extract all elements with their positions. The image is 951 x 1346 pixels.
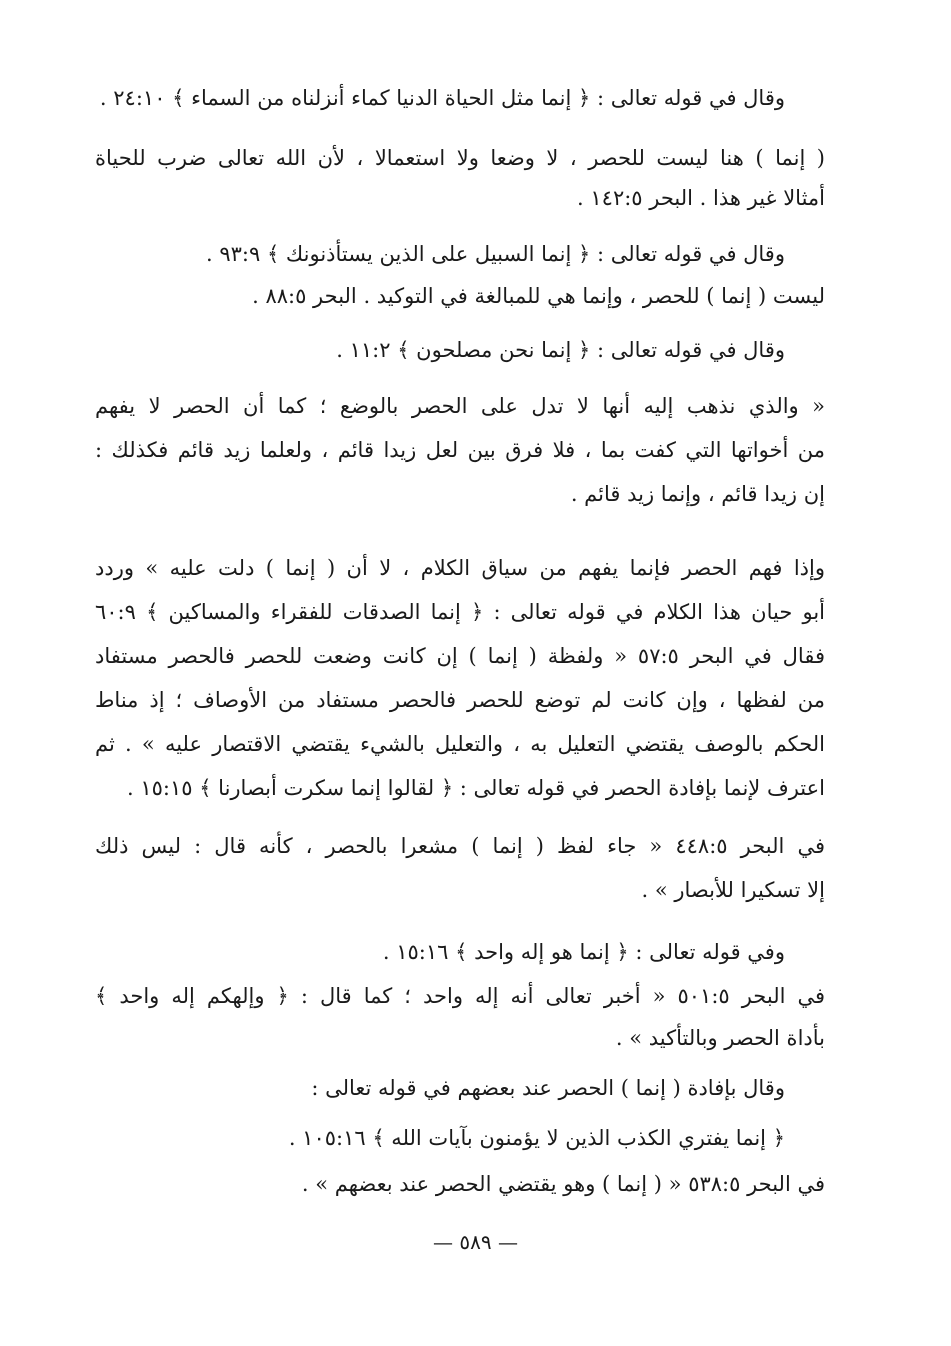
text-line: ( إنما ) هنا ليست للحصر ، لا وضعا ولا استعمالا ، لأن الله تعالى ضرب للحياة xyxy=(95,146,825,170)
document-page xyxy=(95,78,825,1278)
text-line: إن زيدا قائم ، وإنما زيد قائم . xyxy=(570,482,825,506)
text-line: فقال في البحر ٥٧:٥ « ولفظة ( إنما ) إن كانت وضعت للحصر فالحصر مستفاد xyxy=(95,644,825,668)
page-number: — ٥٨٩ — xyxy=(433,1230,518,1254)
text-line: في البحر ٤٤٨:٥ « جاء لفظ ( إنما ) مشعرا بالحصر ، كأنه قال : ليس ذلك xyxy=(95,834,825,858)
text-line: وفي قوله تعالى : ﴿ إنما هو إله واحد ﴾ ١٥:١٦ . xyxy=(382,940,785,964)
text-line: في البحر ٥٠١:٥ « أخبر تعالى أنه إله واحد ؛ كما قال : ﴿ وإلهكم إله واحد ﴾ xyxy=(95,984,825,1008)
text-line: في البحر ٥٣٨:٥ « ( إنما ) وهو يقتضي الحصر عند بعضهم » . xyxy=(301,1172,825,1196)
text-line: وقال في قوله تعالى : ﴿ إنما السبيل على الذين يستأذنونك ﴾ ٩٣:٩ . xyxy=(205,242,785,266)
text-line: وقال في قوله تعالى : ﴿ إنما مثل الحياة الدنيا كماء أنزلناه من السماء ﴾ ٢٤:١٠ . xyxy=(99,86,785,110)
text-line: أمثالا غير هذا . البحر ١٤٢:٥ . xyxy=(577,186,825,210)
text-line: وقال في قوله تعالى : ﴿ إنما نحن مصلحون ﴾ ١١:٢ . xyxy=(336,338,785,362)
text-line: اعترف لإنما بإفادة الحصر في قوله تعالى : ﴿ لقالوا إنما سكرت أبصارنا ﴾ ١٥:١٥ . xyxy=(126,776,825,800)
text-line: أبو حيان هذا الكلام في قوله تعالى : ﴿ إنما الصدقات للفقراء والمساكين ﴾ ٦٠:٩ xyxy=(95,600,825,624)
text-line: إلا تسكيرا للأبصار » . xyxy=(641,878,825,902)
text-line: ليست ( إنما ) للحصر ، وإنما هي للمبالغة في التوكيد . البحر ٨٨:٥ . xyxy=(252,284,825,308)
text-line: « والذي نذهب إليه أنها لا تدل على الحصر بالوضع ؛ كما أن الحصر لا يفهم xyxy=(95,394,825,418)
text-line: بأداة الحصر وبالتأكيد » . xyxy=(615,1026,825,1050)
text-line: وقال بإفادة ( إنما ) الحصر عند بعضهم في قوله تعالى : xyxy=(311,1076,785,1100)
text-line: الحكم بالوصف يقتضي التعليل به ، والتعليل بالشيء يقتضي الاقتصار عليه » . ثم xyxy=(95,732,825,756)
text-line: وإذا فهم الحصر فإنما يفهم من سياق الكلام ، لا أن ( إنما ) دلت عليه » وردد xyxy=(95,556,825,580)
text-line: ﴿ إنما يفتري الكذب الذين لا يؤمنون بآيات الله ﴾ ١٠٥:١٦ . xyxy=(288,1126,785,1150)
text-line: من أخواتها التي كفت بما ، فلا فرق بين لعل زيدا قائم ، ولعلما زيد قائم فكذلك : xyxy=(95,438,825,462)
text-line: من لفظها ، وإن كانت لم توضع للحصر فالحصر مستفاد من الأوصاف ؛ إذ مناط xyxy=(95,688,825,712)
